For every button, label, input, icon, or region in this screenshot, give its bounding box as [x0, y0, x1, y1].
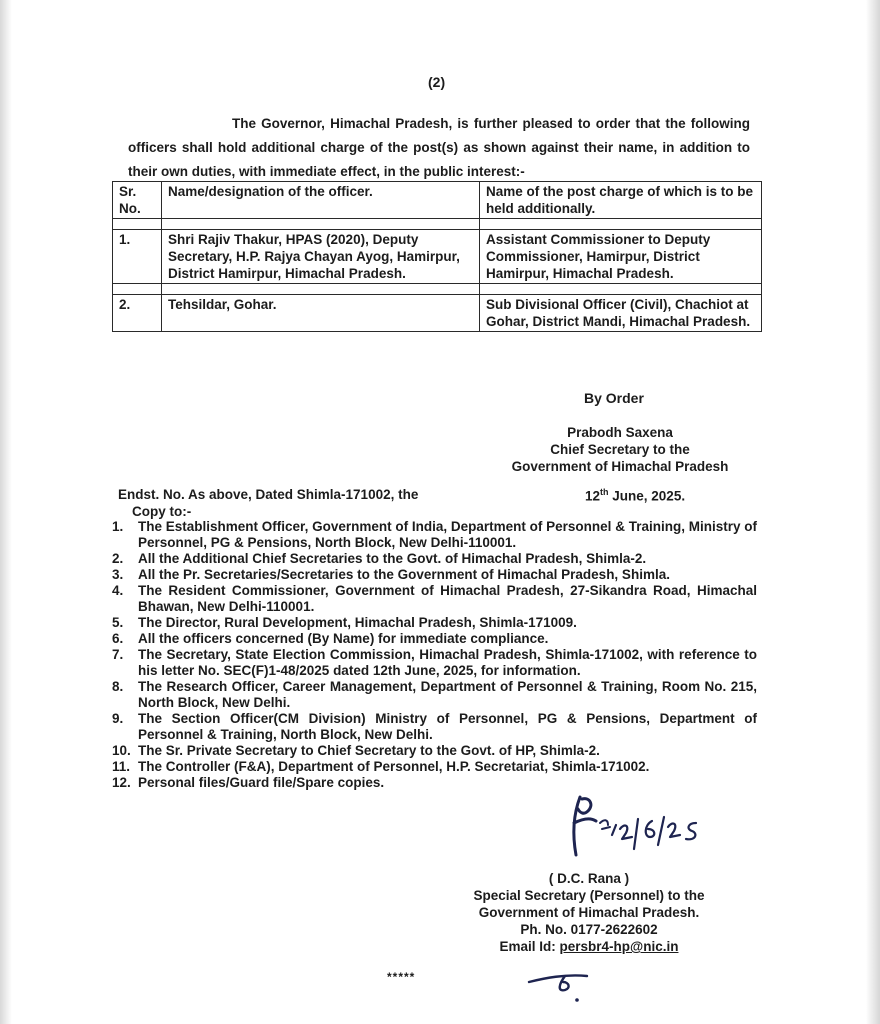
- list-item: [112, 567, 757, 583]
- special-secretary-title: Special Secretary (Personnel) to the: [473, 888, 705, 903]
- list-item: [112, 519, 757, 551]
- special-secretary-government: Government of Himachal Pradesh.: [478, 905, 700, 920]
- list-item: [112, 615, 757, 631]
- table-spacer-row: [113, 284, 762, 295]
- list-item: [112, 551, 757, 567]
- list-item-number: 11.: [112, 759, 131, 774]
- email-address: persbr4-hp@nic.in: [559, 939, 679, 954]
- header-additional-post: Name of the post charge of which is to be held additionally.: [480, 182, 762, 219]
- list-item: [112, 743, 757, 759]
- list-item-text: All the Additional Chief Secretaries to the Govt. of Himachal Pradesh, Shimla-2.: [138, 551, 647, 566]
- email-label: Email Id:: [499, 939, 560, 954]
- row-sr-no: 2.: [113, 295, 162, 332]
- page-number: (2): [428, 74, 446, 90]
- end-marker: *****: [387, 970, 416, 984]
- row-additional-post: Assistant Commissioner to Deputy Commissioner, Hamirpur, District Hamirpur, Himachal Pradesh.: [480, 230, 762, 284]
- list-item-number: 7.: [112, 647, 124, 662]
- table-spacer-row: [113, 219, 762, 230]
- table-header-row: [113, 182, 762, 219]
- signature-strokes: [574, 797, 696, 855]
- additional-charge-table: [112, 181, 762, 332]
- special-secretary-block: [458, 870, 720, 955]
- list-item-text: The Sr. Private Secretary to Chief Secretary to the Govt. of HP, Shimla-2.: [138, 743, 600, 758]
- list-item-text: The Secretary, State Election Commission, Himachal Pradesh, Shimla-171002, with reference to his letter No. SEC(F)1-48/2025 dated 12th June, 2025, for information.: [138, 647, 757, 678]
- row-sr-no: 1.: [113, 230, 162, 284]
- copy-list: [112, 519, 757, 791]
- list-item-text: All the officers concerned (By Name) for immediate compliance.: [138, 631, 549, 646]
- endorsement-date: [585, 487, 685, 504]
- list-item-number: 3.: [112, 567, 124, 582]
- table-row: [113, 230, 762, 284]
- endorsement-day-suffix: th: [600, 487, 609, 497]
- chief-secretary-block: [490, 424, 750, 475]
- chief-secretary-government: Government of Himachal Pradesh: [511, 459, 729, 474]
- list-item: [112, 679, 757, 711]
- handwritten-signature: [560, 793, 730, 863]
- list-item-number: 2.: [112, 551, 124, 566]
- list-item-number: 8.: [112, 679, 124, 694]
- row-additional-post: Sub Divisional Officer (Civil), Chachiot at Gohar, District Mandi, Himachal Pradesh.: [480, 295, 762, 332]
- list-item-text: All the Pr. Secretaries/Secretaries to the Government of Himachal Pradesh, Shimla.: [138, 567, 670, 582]
- endorsement-month-year: June, 2025.: [608, 488, 686, 504]
- special-secretary-name: ( D.C. Rana ): [548, 871, 630, 886]
- phone-number: Ph. No. 0177-2622602: [520, 922, 658, 937]
- order-paragraph: [128, 112, 750, 184]
- list-item-text: The Research Officer, Career Management, Department of Personnel & Training, Room No. 215, North Block, New Delhi.: [138, 679, 757, 710]
- endorsement-text: Endst. No. As above, Dated Shimla-171002, the: [118, 487, 419, 502]
- list-item: [112, 647, 757, 679]
- list-item: [112, 775, 757, 791]
- list-item-text: Personal files/Guard file/Spare copies.: [138, 775, 385, 790]
- table-row: [113, 295, 762, 332]
- order-intro-text: The Governor, Himachal Pradesh, is further pleased to order that the following officers shall hold additional charge of the post(s) as shown against their name, in addition to their own duties, with immediate effect, in the public interest:-: [128, 116, 750, 179]
- list-item-number: 5.: [112, 615, 124, 630]
- list-item: [112, 583, 757, 615]
- list-item-number: 1.: [112, 519, 124, 534]
- email-line: [458, 938, 720, 955]
- list-item-number: 12.: [112, 775, 131, 790]
- initials-mark: [525, 968, 595, 1008]
- list-item-number: 10.: [112, 743, 131, 758]
- list-item-number: 6.: [112, 631, 124, 646]
- list-item-text: The Section Officer(CM Division) Ministry of Personnel, PG & Pensions, Department of Personnel & Training, North Block, New Delhi.: [138, 711, 757, 742]
- row-officer-name: Shri Rajiv Thakur, HPAS (2020), Deputy Secretary, H.P. Rajya Chayan Ayog, Hamirpur, District Hamirpur, Himachal Pradesh.: [162, 230, 480, 284]
- row-officer-name: Tehsildar, Gohar.: [162, 295, 480, 332]
- list-item-number: 4.: [112, 583, 124, 598]
- list-item: [112, 759, 757, 775]
- list-item-text: The Controller (F&A), Department of Personnel, H.P. Secretariat, Shimla-171002.: [138, 759, 650, 774]
- chief-secretary-title: Chief Secretary to the: [550, 442, 690, 457]
- endorsement-day: 12: [585, 488, 601, 504]
- copy-to-heading: Copy to:-: [132, 504, 192, 519]
- list-item: [112, 631, 757, 647]
- header-sr-no: Sr. No.: [113, 182, 162, 219]
- chief-secretary-name: Prabodh Saxena: [567, 425, 673, 440]
- list-item-number: 9.: [112, 711, 124, 726]
- list-item: [112, 711, 757, 743]
- list-item-text: The Director, Rural Development, Himachal Pradesh, Shimla-171009.: [138, 615, 577, 630]
- list-item-text: The Establishment Officer, Government of India, Department of Personnel & Training, Ministry of Personnel, PG & Pensions, North Block, New Delhi-110001.: [138, 519, 757, 550]
- list-item-text: The Resident Commissioner, Government of Himachal Pradesh, 27-Sikandra Road, Himachal Bhawan, New Delhi-110001.: [138, 583, 757, 614]
- by-order-text: By Order: [584, 390, 644, 406]
- header-officer-name: Name/designation of the officer.: [162, 182, 480, 219]
